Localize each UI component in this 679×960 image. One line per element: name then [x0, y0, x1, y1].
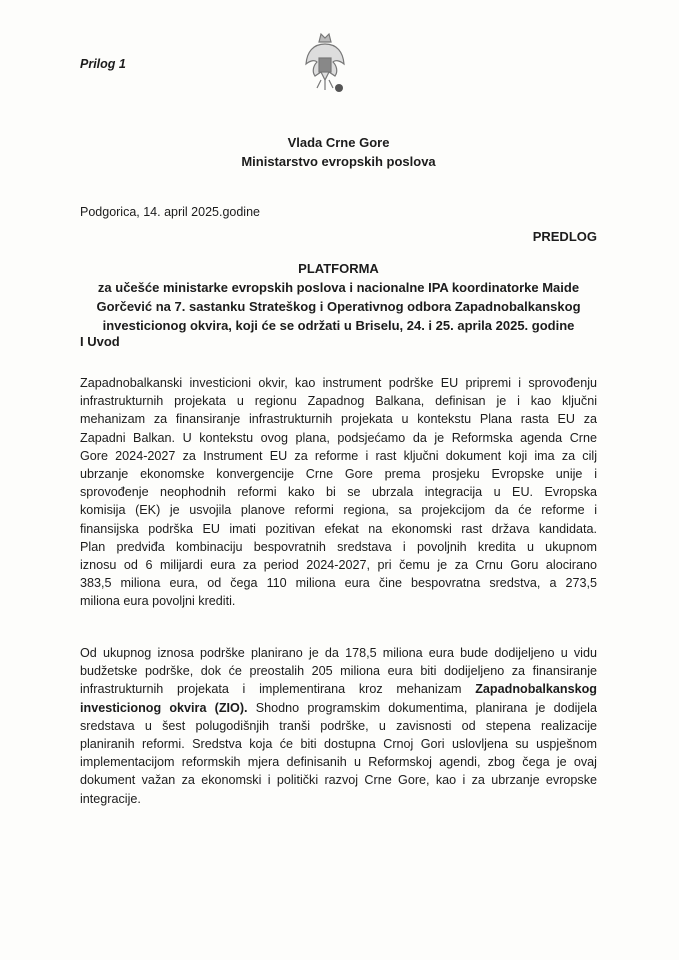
- bold-term: Zapadnobalkanskog: [475, 682, 597, 697]
- text-line: implementacijom reformskih mjera definisanih u Reformskoj agendi, zbog čega je ovaj: [80, 755, 597, 770]
- text-line: Plan predviđa kombinaciju bespovratnih sredstava i povoljnih kredita u ukupnom: [80, 539, 597, 554]
- text-line: Zapadnobalkanski investicioni okvir, kao instrument podrške EU pripremi i sprovođenju: [80, 376, 597, 390]
- section-heading: I Uvod: [80, 334, 120, 349]
- text-line: mehanizam za finansiranje infrastrukturnih projekata u kontekstu Plana rasta EU za: [80, 412, 597, 427]
- coat-of-arms-emblem: [303, 28, 347, 100]
- title-line: za učešće ministarke evropskih poslova i nacionalne IPA koordinatorke Maide: [97, 280, 580, 295]
- text-line: integracije.: [80, 791, 141, 806]
- text-line: Od ukupnog iznosa podrške planirano je da 178,5 miliona eura bude dodijeljeno u vidu: [80, 646, 597, 660]
- text-line: Zapadni Balkan. U kontekstu ovog plana, podsjećamo da je Reformska agenda Crne: [80, 430, 597, 445]
- place-date: Podgorica, 14. april 2025.godine: [80, 205, 260, 219]
- text-line: finansijska podrška EU imati pozitivan efekat na ekonomski rast država kandidata.: [80, 521, 597, 536]
- document-title: [70, 259, 607, 335]
- text-line: 383,5 miliona eura, od čega 110 miliona eura čine bespovratna sredstva, a 273,5: [80, 576, 597, 591]
- title-line: Gorčević na 7. sastanku Strateškog i Operativnog odbora Zapadnobalkanskog: [96, 299, 581, 314]
- text-line: sprovođenje neophodnih reformi kako bi se ubrzala integracija u EU. Evropska: [80, 485, 597, 500]
- text-line: sredstava u šest polugodišnjih tranši podrške, u zavisnosti od stepena realizacije: [80, 718, 597, 733]
- text-segment: infrastrukturnih projekata i implementirana kroz mehanizam: [80, 682, 462, 697]
- text-line: budžetske podrške, dok će preostalih 205 miliona eura biti dodijeljeno za finansiranje: [80, 664, 597, 679]
- text-line: miliona eura povoljni krediti.: [80, 594, 236, 609]
- title-heading: PLATFORMA: [298, 261, 379, 276]
- text-line: [80, 680, 597, 698]
- text-line: iznosu od 6 milijardi eura za period 2024-2027, pri čemu je za Crnu Goru alocirano: [80, 557, 597, 572]
- government-name: Vlada Crne Gore: [287, 135, 390, 150]
- text-line: ubrzanje ekonomske konvergencije Crne Gore prema prosjeku Evropske unije i: [80, 466, 597, 481]
- bold-term: investicionog okvira (ZIO).: [80, 700, 248, 715]
- text-segment: Shodno programskim dokumentima, planirana je dodijela: [247, 700, 597, 715]
- text-line: Gore 2024-2027 za Instrument EU za reforme i rast ključni dokument koji ima za cilj: [80, 448, 597, 463]
- paragraph-1: [80, 374, 597, 610]
- paragraph-2: [80, 644, 597, 808]
- text-line: [80, 699, 597, 717]
- text-line: komisija (EK) je usvojila planove reformi regiona, sa projekcijom da će reforme i: [80, 503, 597, 518]
- text-line: planiranih reformi. Sredstva koja će biti dostupna Crnoj Gori uslovljena su uspješnom: [80, 736, 597, 751]
- text-line: infrastrukturnih projekata u regionu Zapadnog Balkana, definisan je i kao ključni: [80, 394, 597, 409]
- title-line: investicionog okvira, koji će se održati u Briselu, 24. i 25. aprila 2025. godine: [102, 318, 575, 333]
- text-line: dokument važan za ekonomski i politički razvoj Crne Gore, kao i za ubrzanje evropske: [80, 773, 597, 788]
- annex-label: Prilog 1: [80, 57, 126, 71]
- ministry-name: Ministarstvo evropskih poslova: [241, 154, 436, 169]
- document-status: PREDLOG: [532, 229, 597, 244]
